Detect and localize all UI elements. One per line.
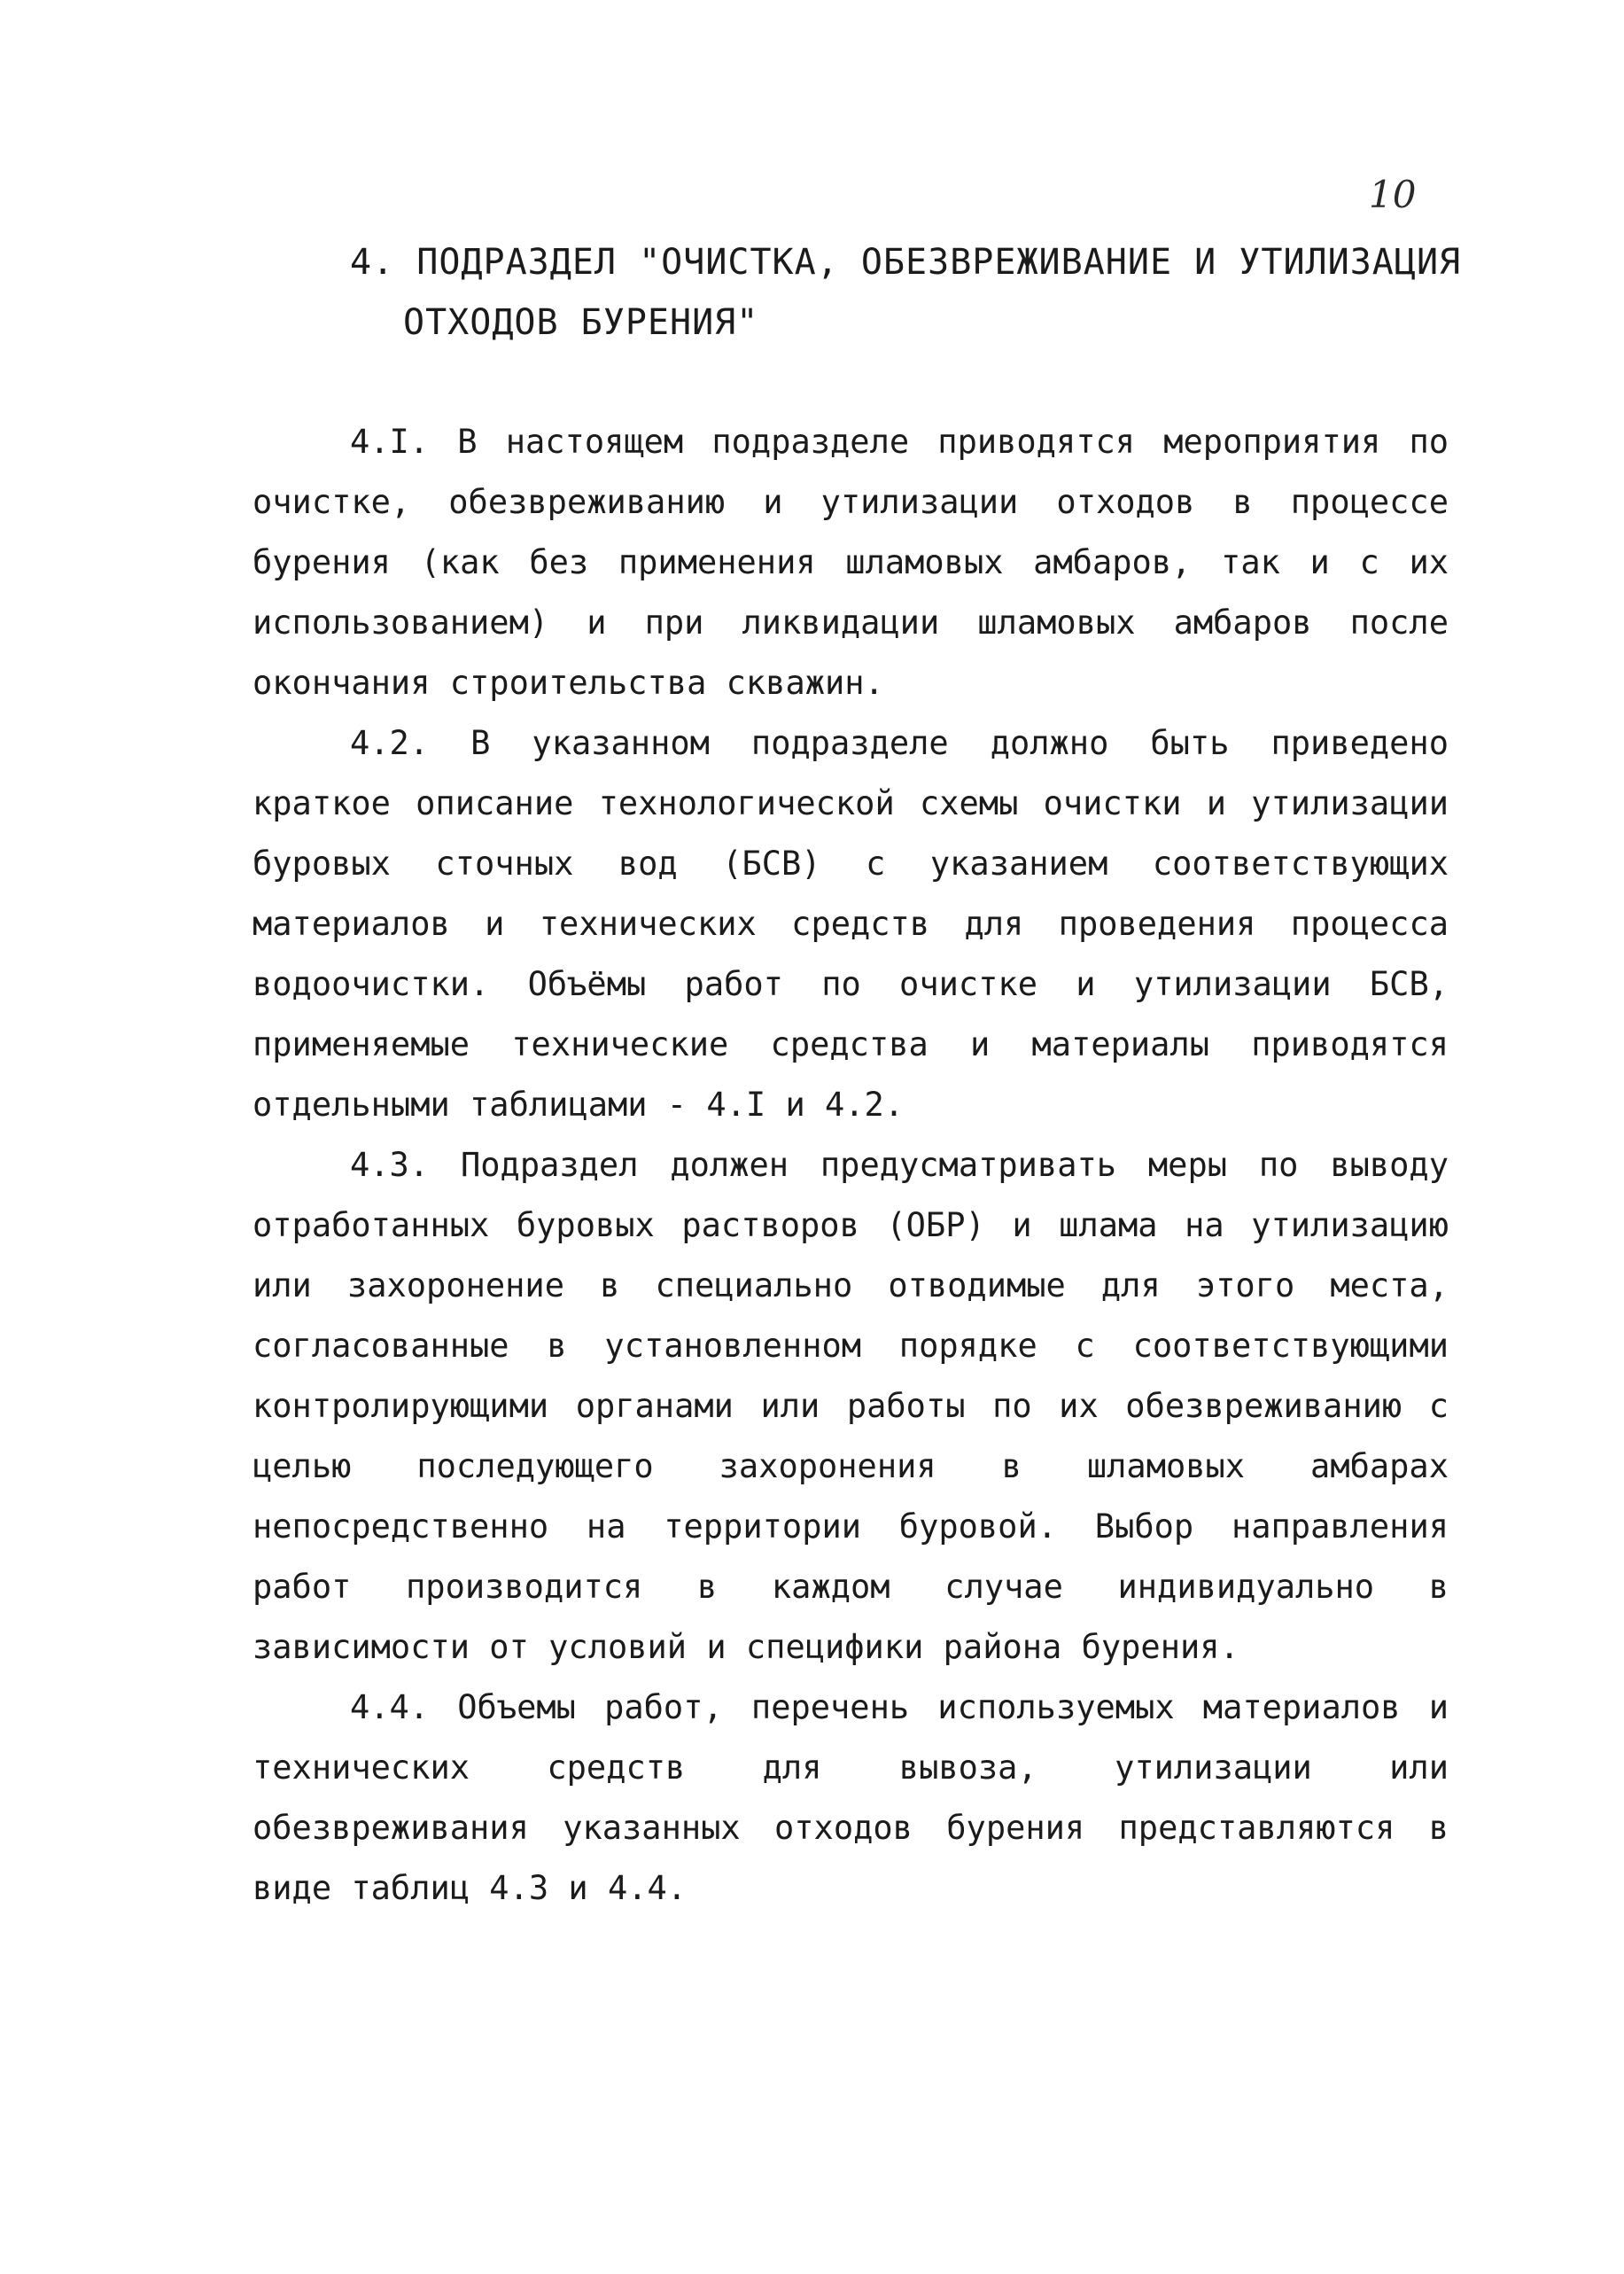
section-heading (350, 232, 1502, 353)
section-body (253, 412, 1449, 1919)
section-heading-line-2: ОТХОДОВ БУРЕНИЯ" (403, 302, 759, 343)
paragraph-4-2: 4.2. В указанном подразделе должно быть приведено краткое описание технологической схемы очистки и утилизации буровых сточных вод (БСВ) с указанием соответствующих материалов и технических средств для проведения процесса водоочистки. Объёмы работ по очистке и утилизации БСВ, применяемые технические средства и материалы приводятся отдельными таблицами - 4.I и 4.2. (253, 724, 1449, 1124)
paragraph-4-3: 4.3. Подраздел должен предусматривать меры по выводу отработанных буровых растворов (ОБР) и шлама на утилизацию или захоронение в специально отводимые для этого места, согласованные в установленном порядке с соответствующими контролирующими органами или работы по их обезвреживанию с целью последующего захоронения в шламовых амбарах непосредственно на территории буровой. Выбор направления работ производится в каждом случае индивидуально в зависимости от условий и специфики района бурения. (253, 1146, 1449, 1666)
paragraph-4-4: 4.4. Объемы работ, перечень используемых материалов и технических средств для вывоза, утилизации или обезвреживания указанных отходов бурения представляются в виде таблиц 4.3 и 4.4. (253, 1688, 1449, 1907)
page-number: 10 (1369, 173, 1417, 216)
section-heading-line-1: 4. ПОДРАЗДЕЛ "ОЧИСТКА, ОБЕЗВРЕЖИВАНИЕ И УТИЛИЗАЦИЯ (350, 242, 1462, 283)
paragraph-4-1: 4.I. В настоящем подразделе приводятся мероприятия по очистке, обезвреживанию и утилизации отходов в процессе бурения (как без применения шламовых амбаров, так и с их использованием) и при ликвидации шламовых амбаров после окончания строительства скважин. (253, 423, 1449, 702)
